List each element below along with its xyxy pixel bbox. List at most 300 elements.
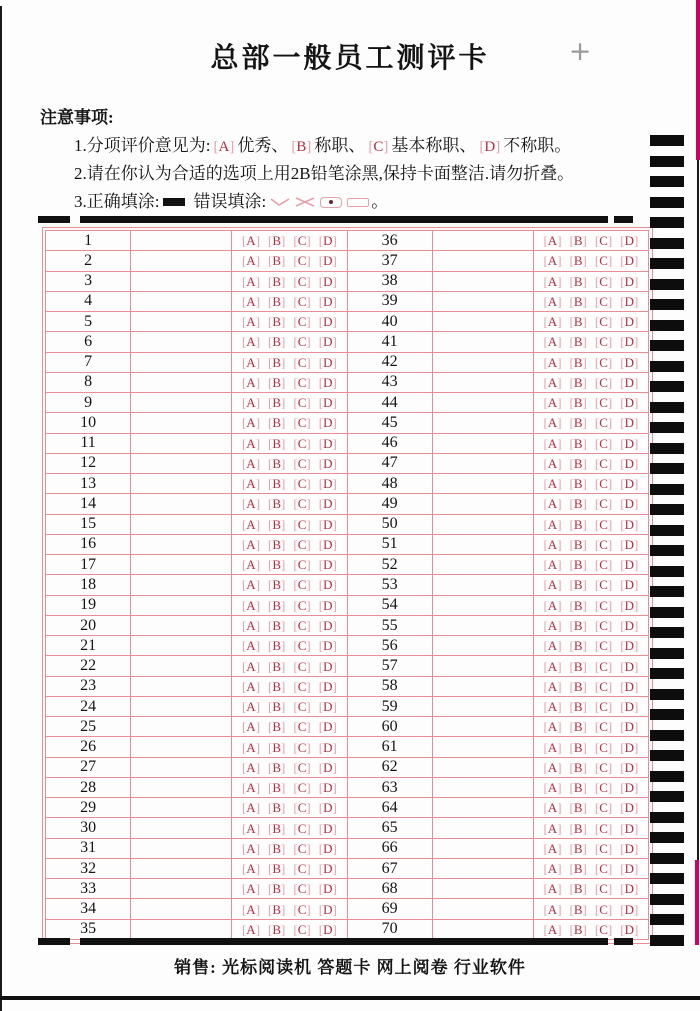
option-bubble-b[interactable] (570, 295, 587, 308)
option-bubble-d[interactable] (620, 862, 638, 875)
option-bubble-b[interactable] (268, 254, 285, 267)
option-bubble-b[interactable] (268, 477, 285, 490)
option-bubble-c[interactable] (595, 680, 612, 693)
option-bubble-a[interactable] (543, 599, 561, 612)
option-bubble-a[interactable] (242, 741, 260, 754)
option-bubble-d[interactable] (620, 254, 638, 267)
option-bubble-a[interactable] (543, 457, 561, 470)
option-bubble-c[interactable] (293, 518, 310, 531)
option-bubble-c[interactable] (293, 660, 310, 673)
option-bubble-b[interactable] (570, 882, 587, 895)
option-bubble-c[interactable] (293, 599, 310, 612)
option-bubble-b[interactable] (570, 538, 587, 551)
question-row (348, 494, 650, 514)
option-bubble-b[interactable] (268, 822, 285, 835)
bracket-open: [ (241, 658, 247, 674)
option-bubble-c[interactable] (293, 842, 310, 855)
option-bubble-c[interactable] (293, 457, 310, 470)
option-bubble-a[interactable] (242, 822, 260, 835)
option-bubble-c[interactable] (595, 335, 612, 348)
option-bubble-d[interactable] (620, 801, 638, 814)
option-bubble-d[interactable] (319, 295, 337, 308)
option-bubble-c[interactable] (293, 356, 310, 369)
option-bubble-a[interactable] (543, 680, 561, 693)
option-bubble-a[interactable] (543, 619, 561, 632)
option-bubble-d[interactable] (620, 599, 638, 612)
option-bubble-b[interactable] (268, 882, 285, 895)
option-bubble-b[interactable] (570, 578, 587, 591)
option-bubble-b[interactable] (570, 275, 587, 288)
option-bubble-c[interactable] (595, 639, 612, 652)
option-bubble-b[interactable] (570, 477, 587, 490)
option-bubble-d[interactable] (319, 639, 337, 652)
bracket-open: [ (241, 354, 247, 370)
option-bubble-a[interactable] (242, 862, 260, 875)
option-bubble-a[interactable] (242, 275, 260, 288)
option-bubble-b[interactable] (570, 234, 587, 247)
option-bubble-a[interactable] (242, 761, 260, 774)
option-bubble-c[interactable] (595, 862, 612, 875)
bracket-open: [ (594, 334, 600, 350)
option-bubble-a[interactable] (242, 781, 260, 794)
option-bubble-d[interactable] (620, 234, 638, 247)
option-bubble-b[interactable] (268, 619, 285, 632)
option-bubble-c[interactable] (293, 761, 310, 774)
option-bubble-b[interactable] (268, 903, 285, 916)
option-bubble-a[interactable] (543, 741, 561, 754)
option-bubble-c[interactable] (595, 477, 612, 490)
option-bubble-a[interactable] (543, 416, 561, 429)
option-bubble-a[interactable] (242, 720, 260, 733)
option-bubble-a[interactable] (543, 720, 561, 733)
option-bubble-b[interactable] (570, 761, 587, 774)
option-bubble-d[interactable] (620, 437, 638, 450)
option-bubble-c[interactable] (293, 275, 310, 288)
option-bubble-d[interactable] (319, 376, 337, 389)
option-bubble-a[interactable] (543, 376, 561, 389)
option-bubble-d[interactable] (319, 335, 337, 348)
option-bubble-d[interactable] (319, 801, 337, 814)
option-bubble-c[interactable] (595, 599, 612, 612)
option-bubble-d[interactable] (319, 619, 337, 632)
option-bubble-a[interactable] (242, 842, 260, 855)
option-bubble-c[interactable] (293, 801, 310, 814)
option-bubble-c[interactable] (293, 295, 310, 308)
option-bubble-b[interactable] (268, 376, 285, 389)
option-bubble-d[interactable] (620, 396, 638, 409)
option-bubble-b[interactable] (570, 518, 587, 531)
option-bubble-b[interactable] (268, 416, 285, 429)
option-bubble-d[interactable] (319, 234, 337, 247)
option-bubble-a[interactable] (543, 396, 561, 409)
option-bubble-c[interactable] (595, 376, 612, 389)
option-bubble-d[interactable] (620, 538, 638, 551)
option-bubble-a[interactable] (242, 599, 260, 612)
timing-mark (650, 381, 684, 392)
option-bubble-d[interactable] (319, 275, 337, 288)
option-letter: A (547, 678, 558, 694)
bracket-open: [ (594, 759, 600, 775)
option-bubble-d[interactable] (319, 761, 337, 774)
option-bubble-b[interactable] (570, 497, 587, 510)
option-bubble-d[interactable] (319, 903, 337, 916)
option-bubble-b[interactable] (570, 356, 587, 369)
option-bubble-a[interactable] (543, 761, 561, 774)
option-bubble-c[interactable] (293, 477, 310, 490)
option-bubble-c[interactable] (293, 376, 310, 389)
option-bubble-d[interactable] (620, 315, 638, 328)
option-bubble-d[interactable] (620, 295, 638, 308)
option-bubble-a[interactable] (543, 822, 561, 835)
option-bubble-d[interactable] (319, 396, 337, 409)
bracket-close: ] (557, 739, 562, 755)
option-bubble-d[interactable] (319, 538, 337, 551)
option-bubble-c[interactable] (293, 903, 310, 916)
option-bubble-d[interactable] (319, 680, 337, 693)
option-bubble-d[interactable] (620, 518, 638, 531)
option-bubble-c[interactable] (293, 396, 310, 409)
option-bubble-b[interactable] (268, 599, 285, 612)
option-bubble-a[interactable] (543, 538, 561, 551)
option-bubble-c[interactable] (595, 923, 612, 936)
option-bubble-b[interactable] (570, 396, 587, 409)
option-bubble-d[interactable] (620, 680, 638, 693)
option-bubble-c[interactable] (595, 720, 612, 733)
option-bubble-a[interactable] (543, 578, 561, 591)
option-bubble-a[interactable] (543, 862, 561, 875)
option-bubble-b[interactable] (570, 599, 587, 612)
option-bubble-c[interactable] (595, 538, 612, 551)
option-bubble-b[interactable] (570, 457, 587, 470)
option-bubble-b[interactable] (570, 416, 587, 429)
bracket-close: ] (332, 840, 337, 856)
bracket-close: ] (607, 861, 613, 877)
option-bubble-b[interactable] (268, 781, 285, 794)
option-bubble-c[interactable] (293, 234, 310, 247)
option-bubble-a[interactable] (543, 923, 561, 936)
option-bubble-d[interactable] (620, 578, 638, 591)
option-bubble-b[interactable] (268, 862, 285, 875)
option-bubble-b[interactable] (570, 822, 587, 835)
option-bubble-a[interactable] (242, 356, 260, 369)
option-bubble-c[interactable] (293, 882, 310, 895)
option-bubble-a[interactable] (242, 518, 260, 531)
bracket-close: ] (306, 597, 311, 613)
option-bubble-c[interactable] (293, 720, 310, 733)
option-bubble-d[interactable] (319, 457, 337, 470)
option-bubble-b[interactable] (268, 356, 285, 369)
option-bubbles (534, 882, 648, 895)
option-bubble-d[interactable] (319, 497, 337, 510)
option-bubble-d[interactable] (319, 842, 337, 855)
option-bubble-b[interactable] (570, 660, 587, 673)
option-bubble-c[interactable] (595, 822, 612, 835)
option-bubble-c[interactable] (293, 497, 310, 510)
option-bubble-b[interactable] (570, 842, 587, 855)
option-bubble-a[interactable] (242, 376, 260, 389)
option-bubbles (534, 275, 648, 288)
option-bubble-a[interactable] (543, 700, 561, 713)
option-bubble-a[interactable] (242, 801, 260, 814)
option-bubble-b[interactable] (268, 923, 285, 936)
option-bubble-b[interactable] (570, 437, 587, 450)
option-bubble-c[interactable] (595, 619, 612, 632)
option-bubble-c[interactable] (595, 741, 612, 754)
option-bubble-d[interactable] (319, 356, 337, 369)
option-bubble-d[interactable] (620, 842, 638, 855)
option-bubble-a[interactable] (543, 356, 561, 369)
option-bubble-d[interactable] (620, 741, 638, 754)
option-bubble-d[interactable] (319, 437, 337, 450)
option-bubble-d[interactable] (319, 923, 337, 936)
option-bubble-a[interactable] (543, 497, 561, 510)
option-bubble-c[interactable] (595, 842, 612, 855)
option-bubble-b[interactable] (268, 741, 285, 754)
option-bubble-a[interactable] (242, 903, 260, 916)
option-bubble-a[interactable] (543, 781, 561, 794)
option-bubble-a[interactable] (242, 619, 260, 632)
option-bubble-d[interactable] (620, 761, 638, 774)
option-bubble-d[interactable] (319, 700, 337, 713)
option-bubbles (534, 457, 648, 470)
option-bubble-a[interactable] (543, 335, 561, 348)
bracket-open: [ (268, 395, 273, 411)
option-bubble-a[interactable] (543, 315, 561, 328)
option-bubble-b[interactable] (570, 781, 587, 794)
option-bubble-a[interactable] (543, 234, 561, 247)
option-bubble-a[interactable] (543, 558, 561, 571)
option-bubble-a[interactable] (543, 903, 561, 916)
option-bubble-b[interactable] (268, 518, 285, 531)
option-bubble-d[interactable] (620, 558, 638, 571)
option-bubble-d[interactable] (319, 660, 337, 673)
option-bubble-d[interactable] (620, 335, 638, 348)
option-bubble-d[interactable] (319, 822, 337, 835)
option-bubble-a[interactable] (242, 882, 260, 895)
option-bubble-c[interactable] (595, 416, 612, 429)
option-bubble-a[interactable] (543, 518, 561, 531)
option-bubble-c[interactable] (293, 558, 310, 571)
option-bubble-c[interactable] (595, 437, 612, 450)
option-bubble-d[interactable] (620, 619, 638, 632)
option-bubble-b[interactable] (268, 700, 285, 713)
option-bubble-a[interactable] (543, 882, 561, 895)
option-bubble-c[interactable] (293, 538, 310, 551)
option-bubble-d[interactable] (620, 903, 638, 916)
option-bubble-b[interactable] (268, 396, 285, 409)
option-bubble-c[interactable] (595, 578, 612, 591)
option-bubble-d[interactable] (319, 578, 337, 591)
option-bubble-c[interactable] (293, 781, 310, 794)
option-bubble-b[interactable] (268, 437, 285, 450)
option-bubble-b[interactable] (570, 801, 587, 814)
option-bubble-d[interactable] (620, 720, 638, 733)
option-bubble-a[interactable] (242, 923, 260, 936)
option-bubble-c[interactable] (293, 741, 310, 754)
option-bubble-a[interactable] (242, 254, 260, 267)
option-letter: D (624, 597, 634, 613)
option-bubble-d[interactable] (319, 599, 337, 612)
option-bubble-b[interactable] (268, 720, 285, 733)
option-bubble-b[interactable] (268, 801, 285, 814)
option-bubble-a[interactable] (242, 477, 260, 490)
option-bubble-d[interactable] (620, 660, 638, 673)
option-bubble-c[interactable] (595, 882, 612, 895)
option-bubble-a[interactable] (543, 639, 561, 652)
option-bubble-b[interactable] (570, 720, 587, 733)
option-letter: C (297, 374, 307, 390)
option-bubble-c[interactable] (595, 234, 612, 247)
option-bubble-a[interactable] (242, 680, 260, 693)
option-bubble-a[interactable] (242, 457, 260, 470)
option-bubble-c[interactable] (293, 680, 310, 693)
option-bubble-a[interactable] (242, 639, 260, 652)
option-bubble-b[interactable] (570, 903, 587, 916)
option-bubble-c[interactable] (293, 923, 310, 936)
option-bubble-a[interactable] (242, 437, 260, 450)
option-bubble-a[interactable] (543, 275, 561, 288)
option-bubble-c[interactable] (293, 700, 310, 713)
option-bubble-a[interactable] (543, 254, 561, 267)
option-bubble-c[interactable] (595, 497, 612, 510)
option-bubble-c[interactable] (595, 903, 612, 916)
option-bubble-d[interactable] (319, 781, 337, 794)
option-bubble-a[interactable] (543, 660, 561, 673)
option-bubble-c[interactable] (293, 437, 310, 450)
option-bubble-c[interactable] (595, 457, 612, 470)
option-bubble-d[interactable] (319, 416, 337, 429)
option-bubble-b[interactable] (268, 457, 285, 470)
option-bubble-b[interactable] (268, 558, 285, 571)
option-bubble-a[interactable] (242, 538, 260, 551)
option-bubble-b[interactable] (268, 842, 285, 855)
option-bubble-b[interactable] (570, 315, 587, 328)
option-bubble-c[interactable] (595, 275, 612, 288)
option-bubble-b[interactable] (268, 335, 285, 348)
option-bubble-a[interactable] (242, 335, 260, 348)
option-bubble-d[interactable] (319, 477, 337, 490)
option-bubble-a[interactable] (242, 497, 260, 510)
option-bubble-b[interactable] (570, 619, 587, 632)
option-bubble-c[interactable] (293, 619, 310, 632)
option-bubble-c[interactable] (595, 315, 612, 328)
option-bubble-a[interactable] (242, 295, 260, 308)
option-bubble-b[interactable] (570, 558, 587, 571)
option-bubble-c[interactable] (595, 254, 612, 267)
option-bubble-d[interactable] (319, 720, 337, 733)
option-bubble-b[interactable] (268, 639, 285, 652)
option-bubble-b[interactable] (268, 315, 285, 328)
option-bubble-c[interactable] (595, 518, 612, 531)
option-bubble-d[interactable] (620, 497, 638, 510)
option-bubble-d[interactable] (319, 882, 337, 895)
option-bubble-a[interactable] (242, 396, 260, 409)
option-bubble-d[interactable] (620, 923, 638, 936)
option-bubble-d[interactable] (319, 254, 337, 267)
option-bubble-a[interactable] (242, 700, 260, 713)
option-bubble-b[interactable] (268, 578, 285, 591)
option-bubble-b[interactable] (570, 700, 587, 713)
option-bubble-b[interactable] (268, 275, 285, 288)
option-bubble-d[interactable] (620, 639, 638, 652)
option-bubble-d[interactable] (620, 416, 638, 429)
option-bubble-c[interactable] (595, 660, 612, 673)
option-bubble-a[interactable] (543, 295, 561, 308)
option-bubble-a[interactable] (543, 477, 561, 490)
option-bubble-d[interactable] (620, 477, 638, 490)
option-bubble-c[interactable] (293, 862, 310, 875)
option-bubble-c[interactable] (293, 254, 310, 267)
option-bubble-d[interactable] (620, 822, 638, 835)
option-bubble-d[interactable] (319, 518, 337, 531)
option-bubble-c[interactable] (595, 801, 612, 814)
option-bubble-a[interactable] (242, 416, 260, 429)
option-bubble-c[interactable] (293, 639, 310, 652)
option-bubble-a[interactable] (543, 842, 561, 855)
option-bubble-d[interactable] (319, 558, 337, 571)
option-bubble-d[interactable] (319, 741, 337, 754)
option-bubble-b[interactable] (570, 639, 587, 652)
option-bubble-b[interactable] (268, 660, 285, 673)
option-bubble-b[interactable] (268, 295, 285, 308)
option-letter: B (573, 415, 583, 431)
option-bubble-c[interactable] (595, 700, 612, 713)
option-bubble-d[interactable] (620, 882, 638, 895)
option-bubble-b[interactable] (570, 376, 587, 389)
option-bubble-d[interactable] (620, 356, 638, 369)
option-bubble-a[interactable] (242, 660, 260, 673)
option-bubble-b[interactable] (268, 234, 285, 247)
option-bubble-d[interactable] (620, 457, 638, 470)
option-bubble-a[interactable] (543, 437, 561, 450)
option-bubble-c[interactable] (293, 315, 310, 328)
option-bubble-b[interactable] (570, 680, 587, 693)
option-bubble-a[interactable] (242, 315, 260, 328)
option-bubble-d[interactable] (620, 700, 638, 713)
option-bubble-c[interactable] (595, 295, 612, 308)
option-bubble-a[interactable] (242, 558, 260, 571)
option-bubble-c[interactable] (293, 416, 310, 429)
option-bubble-d[interactable] (319, 315, 337, 328)
option-bubble-c[interactable] (293, 822, 310, 835)
option-bubble-c[interactable] (293, 335, 310, 348)
option-bubble-b[interactable] (570, 923, 587, 936)
option-bubble-d[interactable] (319, 862, 337, 875)
option-letter: B (573, 881, 583, 897)
option-bubble-b[interactable] (268, 680, 285, 693)
option-bubble-c[interactable] (595, 558, 612, 571)
option-bubble-b[interactable] (570, 335, 587, 348)
option-bubble-c[interactable] (595, 396, 612, 409)
option-bubble-a[interactable] (543, 801, 561, 814)
option-bubble-d[interactable] (620, 781, 638, 794)
option-bubble-b[interactable] (268, 761, 285, 774)
option-bubble-c[interactable] (595, 781, 612, 794)
option-bubble-c[interactable] (595, 356, 612, 369)
option-bubble-a[interactable] (242, 578, 260, 591)
option-bubble-d[interactable] (620, 275, 638, 288)
option-bubble-b[interactable] (268, 538, 285, 551)
option-bubble-c[interactable] (293, 578, 310, 591)
option-bubble-b[interactable] (570, 862, 587, 875)
option-bubble-b[interactable] (268, 497, 285, 510)
option-bubble-b[interactable] (570, 741, 587, 754)
option-bubble-d[interactable] (620, 376, 638, 389)
option-bubble-b[interactable] (570, 254, 587, 267)
option-bubble-c[interactable] (595, 761, 612, 774)
option-letter: A (246, 820, 256, 836)
option-bubble-a[interactable] (242, 234, 260, 247)
